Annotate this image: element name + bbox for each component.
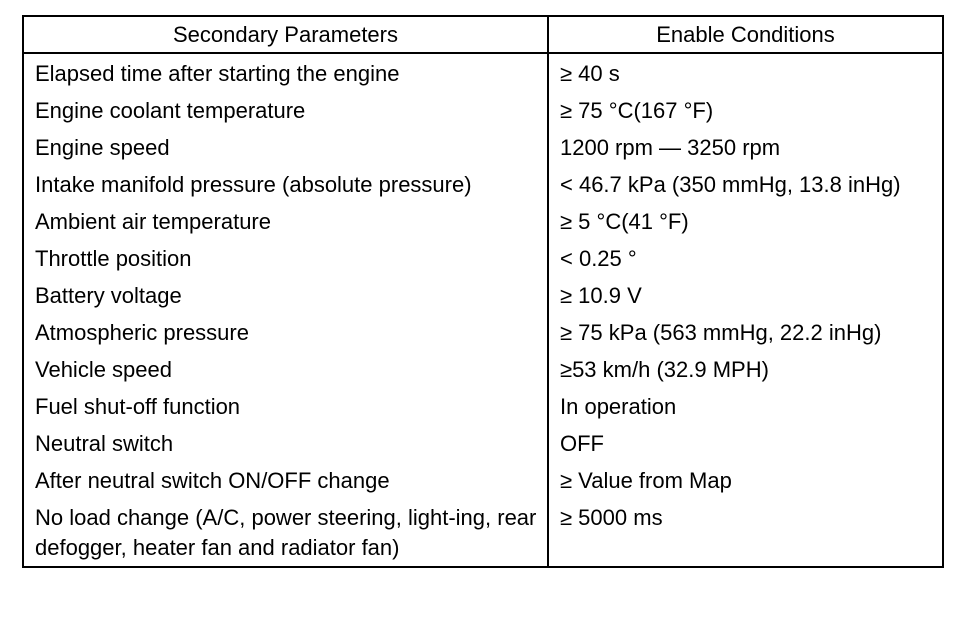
parameter-cell: Engine speed [23,130,548,167]
condition-cell: < 0.25 ° [548,241,943,278]
parameter-cell: Neutral switch [23,426,548,463]
table-row [23,278,943,315]
table-row [23,463,943,500]
table-row [23,241,943,278]
condition-cell: ≥53 km/h (32.9 MPH) [548,352,943,389]
table-row [23,426,943,463]
table-row [23,130,943,167]
condition-cell: ≥ 5 °C(41 °F) [548,204,943,241]
condition-cell: ≥ 75 kPa (563 mmHg, 22.2 inHg) [548,315,943,352]
condition-cell: ≥ 75 °C(167 °F) [548,93,943,130]
table-row [23,53,943,93]
header-secondary-parameters: Secondary Parameters [23,16,548,53]
header-row [23,16,943,53]
parameter-cell: Vehicle speed [23,352,548,389]
table-row [23,389,943,426]
parameter-cell: Battery voltage [23,278,548,315]
parameter-cell: After neutral switch ON/OFF change [23,463,548,500]
condition-cell: < 46.7 kPa (350 mmHg, 13.8 inHg) [548,167,943,204]
table-row [23,167,943,204]
header-enable-conditions: Enable Conditions [548,16,943,53]
table-row [23,352,943,389]
parameter-cell: Ambient air temperature [23,204,548,241]
condition-cell: OFF [548,426,943,463]
condition-cell: 1200 rpm — 3250 rpm [548,130,943,167]
parameter-cell: No load change (A/C, power steering, light-ing, rear defogger, heater fan and radiator fan) [23,500,548,567]
parameter-cell: Throttle position [23,241,548,278]
table-row [23,315,943,352]
table-row [23,93,943,130]
parameter-cell: Elapsed time after starting the engine [23,53,548,93]
condition-cell: ≥ 40 s [548,53,943,93]
parameter-cell: Engine coolant temperature [23,93,548,130]
table-row [23,500,943,567]
parameter-cell: Fuel shut-off function [23,389,548,426]
condition-cell: ≥ 5000 ms [548,500,943,567]
condition-cell: ≥ Value from Map [548,463,943,500]
condition-cell: In operation [548,389,943,426]
parameter-cell: Atmospheric pressure [23,315,548,352]
condition-cell: ≥ 10.9 V [548,278,943,315]
table-row [23,204,943,241]
enable-conditions-table [22,15,944,568]
parameter-cell: Intake manifold pressure (absolute pressure) [23,167,548,204]
